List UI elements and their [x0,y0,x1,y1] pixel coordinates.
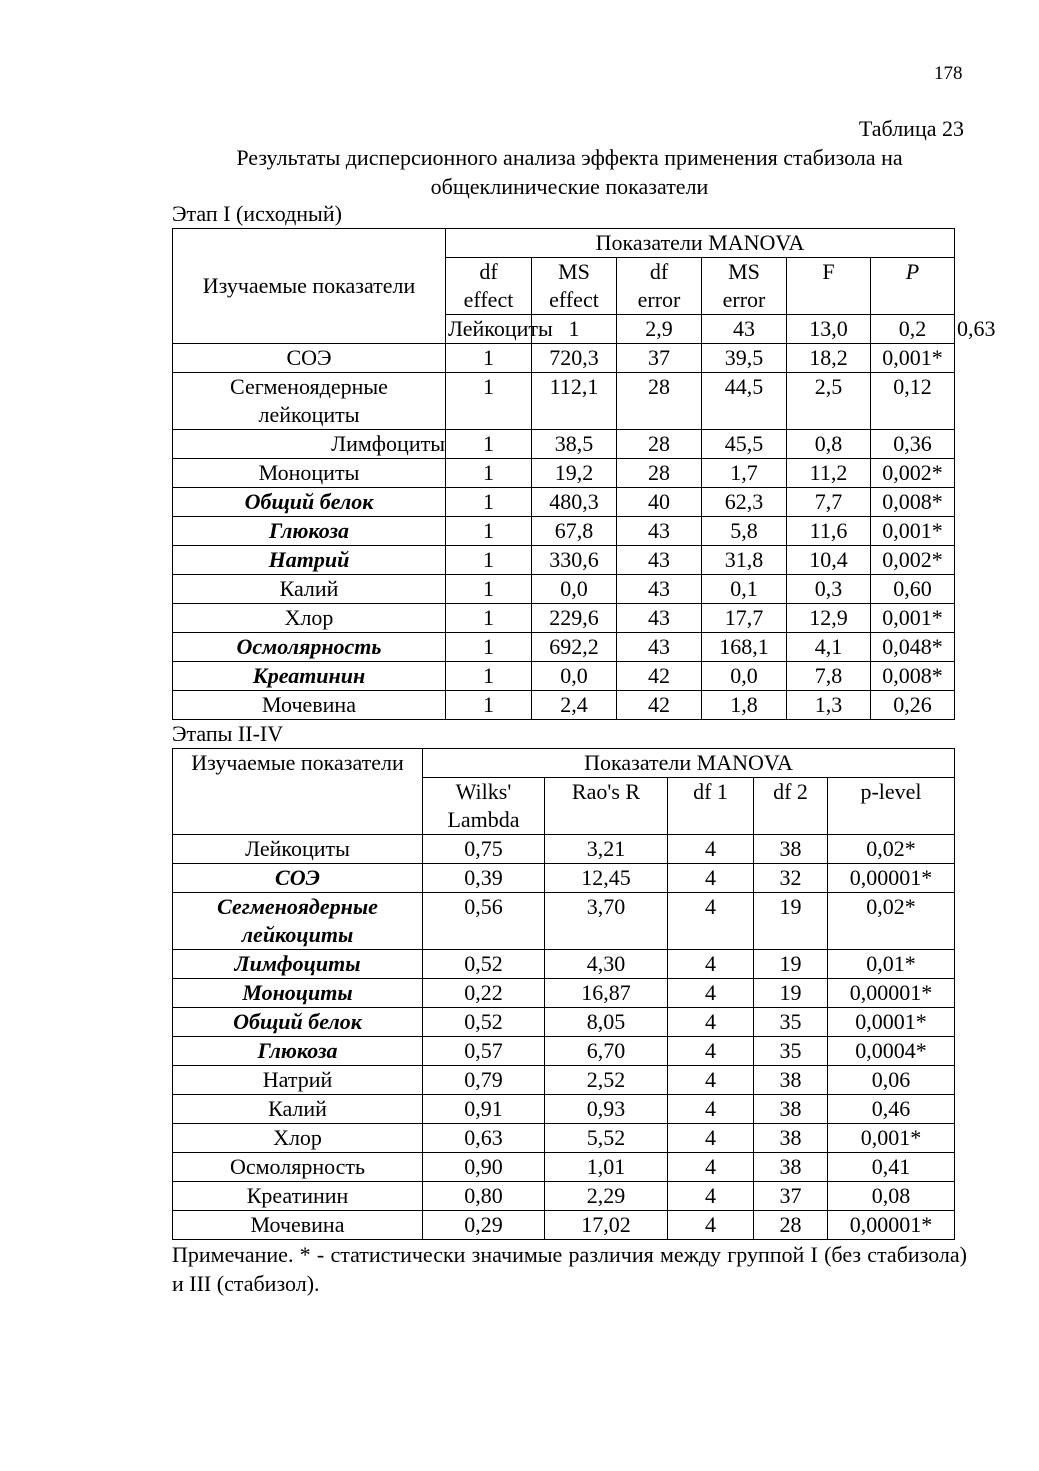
cell: 168,1 [702,633,787,662]
cell: 10,4 [787,546,871,575]
cell: 0,52 [423,950,545,979]
cell: 0,001* [871,517,955,546]
cell: 43 [617,633,702,662]
cell: 1 [446,344,532,373]
cell: 11,6 [787,517,871,546]
table-row [173,1008,955,1037]
cell: 4 [668,950,754,979]
table-row [173,691,955,720]
cell: 1 [446,604,532,633]
cell: 7,8 [787,662,871,691]
cell: 4 [668,1008,754,1037]
cell: 0,00001* [828,864,955,893]
column-header-line-2: error [637,287,681,312]
cell: 7,7 [787,488,871,517]
cell: 38 [754,835,828,864]
cell: 0,008* [871,662,955,691]
param-header: Изучаемые показатели [191,750,404,775]
cell: 0,0001* [828,1008,955,1037]
table-row [173,488,955,517]
column-header [617,258,702,315]
cell: 12,9 [787,604,871,633]
table-row [173,835,955,864]
footnote: Примечание. * - статистически значимые различия между группой I (без стабизола) и III (стабизол). [172,1242,967,1296]
table-row: Лейкоциты 1 2,9 43 13,0 0,2 0,63 [173,315,955,344]
table-row [173,950,955,979]
cell: 62,3 [702,488,787,517]
header-row [173,229,955,258]
cell: 0,36 [871,430,955,459]
column-header-line-2: Lambda [447,807,520,832]
column-header: Rao's R [545,778,668,835]
cell: 4 [668,1124,754,1153]
cell: 0,1 [702,575,787,604]
cell: 4 [668,1095,754,1124]
column-header: df 2 [754,778,828,835]
cell: 0,048* [871,633,955,662]
table-label: Таблица 23 [858,116,964,141]
title-line-1: Результаты дисперсионного анализа эффекта применения стабизола на [236,145,903,170]
cell: 37 [754,1182,828,1211]
row-name: Калий [173,575,446,604]
cell: 480,3 [532,488,617,517]
table-row [173,864,955,893]
stage-1-table [172,228,996,720]
row-name-line-2: лейкоциты [241,922,354,947]
cell: 43 [617,575,702,604]
row-name: Осмолярность [173,633,446,662]
column-header [702,258,787,315]
cell: 0,08 [828,1182,955,1211]
cell: 0,008* [871,488,955,517]
column-header-line-1: Wilks' [455,779,512,804]
cell: 0,46 [828,1095,955,1124]
column-header [423,778,545,835]
cell: 0,0 [532,575,617,604]
column-header [532,258,617,315]
row-name-line-1: Сегменоядерные [230,374,388,399]
cell: 0,57 [423,1037,545,1066]
cell: 0,8 [787,430,871,459]
cell: 3,21 [545,835,668,864]
column-header [871,258,955,315]
cell: 4 [668,1037,754,1066]
table-row [173,1182,955,1211]
row-name-line-1: Сегменоядерные [217,894,378,919]
column-header-line-1: df [649,259,669,284]
cell: 17,02 [545,1211,668,1240]
cell: 0,90 [423,1153,545,1182]
column-header-line-2: effect [549,287,599,312]
cell: 0,26 [871,691,955,720]
cell: 11,2 [787,459,871,488]
cell: 0,60 [871,575,955,604]
cell: 0,39 [423,864,545,893]
cell: 1 [446,373,532,430]
table-row [173,344,955,373]
cell: 1 [446,546,532,575]
cell: 1 [446,633,532,662]
table-row [173,517,955,546]
cell: 0,63 [423,1124,545,1153]
cell: 1,01 [545,1153,668,1182]
cell: 0,001* [828,1124,955,1153]
table-title [172,143,967,201]
table-row [173,662,955,691]
row-name: СОЭ [173,344,446,373]
cell: 1 [446,430,532,459]
cell: 0,00001* [828,979,955,1008]
table-row [173,1037,955,1066]
cell: 3,70 [545,893,668,950]
table-row [173,546,955,575]
cell: 2,5 [787,373,871,430]
cell: 0,80 [423,1182,545,1211]
cell: 720,3 [532,344,617,373]
cell: 38 [754,1066,828,1095]
row-name-line-2: лейкоциты [258,402,360,427]
row-name: Хлор [173,1124,423,1153]
table-row [173,430,955,459]
row-name: Общий белок [173,488,446,517]
cell: 19 [754,950,828,979]
row-name: Натрий [173,546,446,575]
cell: 0,52 [423,1008,545,1037]
cell: 5,52 [545,1124,668,1153]
cell: 1 [446,575,532,604]
cell: 0,91 [423,1095,545,1124]
param-header-cell [173,749,423,835]
cell: 43 [617,604,702,633]
cell: 0,06 [828,1066,955,1095]
column-header-line-1: MS [558,259,590,284]
cell: 4 [668,979,754,1008]
cell: 1,3 [787,691,871,720]
cell: 0,001* [871,344,955,373]
cell: 40 [617,488,702,517]
table-row [173,373,955,430]
cell: 28 [617,373,702,430]
cell: 43 [617,517,702,546]
stage-2-label: Этапы II-IV [172,721,284,746]
cell: 8,05 [545,1008,668,1037]
cell: 229,6 [532,604,617,633]
cell: 19,2 [532,459,617,488]
cell: 692,2 [532,633,617,662]
cell: 0,2 [871,315,955,344]
row-name: Креатинин [173,662,446,691]
cell: 0,3 [787,575,871,604]
cell: 4 [668,1153,754,1182]
cell: 0,12 [871,373,955,430]
param-header-cell [173,229,446,344]
row-name: Моноциты [173,979,423,1008]
cell: 37 [617,344,702,373]
cell: 0,22 [423,979,545,1008]
cell: 4 [668,864,754,893]
cell: 42 [617,691,702,720]
row-name: Лейкоциты [173,835,423,864]
cell: 19 [754,893,828,950]
table-row [173,459,955,488]
cell: 4 [668,1211,754,1240]
cell: 1 [446,517,532,546]
group-header: Показатели MANOVA [595,230,805,255]
cell: 1,7 [702,459,787,488]
row-name: Мочевина [173,1211,423,1240]
row-name: Хлор [173,604,446,633]
cell: 12,45 [545,864,668,893]
cell: 4,30 [545,950,668,979]
cell: 0,56 [423,893,545,950]
column-header: p-level [828,778,955,835]
cell: 0,41 [828,1153,955,1182]
cell: 330,6 [532,546,617,575]
stage-1-label: Этап I (исходный) [172,201,342,226]
table-row [173,1153,955,1182]
row-name: Калий [173,1095,423,1124]
cell: 0,02* [828,893,955,950]
cell: 18,2 [787,344,871,373]
column-header-line-1: F [822,259,835,284]
cell: 0,00001* [828,1211,955,1240]
cell: 28 [617,459,702,488]
cell: 1,8 [702,691,787,720]
row-name: Глюкоза [173,517,446,546]
cell: 0,002* [871,546,955,575]
cell: 38 [754,1153,828,1182]
cell: 16,87 [545,979,668,1008]
cell: 1 [446,662,532,691]
group-header-cell [446,229,955,258]
cell: 0,0004* [828,1037,955,1066]
row-name: Лимфоциты [173,950,423,979]
cell: 0,01* [828,950,955,979]
row-name: СОЭ [173,864,423,893]
cell: 1 [446,459,532,488]
table-row [173,1211,955,1240]
column-header: df 1 [668,778,754,835]
cell: 4,1 [787,633,871,662]
cell: 38,5 [532,430,617,459]
row-name: Лимфоциты [173,430,446,459]
row-name: Лейкоциты [446,315,532,344]
cell: 35 [754,1008,828,1037]
cell: 0,001* [871,604,955,633]
table-row [173,893,955,950]
row-name: Общий белок [173,1008,423,1037]
title-line-2: общеклинические показатели [430,174,709,199]
table-row [173,604,955,633]
cell: 67,8 [532,517,617,546]
column-header-line-2: error [722,287,766,312]
cell: 32 [754,864,828,893]
stage-2-table [172,748,955,1240]
row-name: Глюкоза [173,1037,423,1066]
cell: 4 [668,893,754,950]
cell: 1 [532,315,617,344]
cell: 31,8 [702,546,787,575]
cell: 38 [754,1124,828,1153]
table-row [173,633,955,662]
cell: 2,52 [545,1066,668,1095]
cell: 38 [754,1095,828,1124]
cell: 39,5 [702,344,787,373]
cell: 0,79 [423,1066,545,1095]
column-header-line-1: MS [728,259,760,284]
cell: 44,5 [702,373,787,430]
cell: 5,8 [702,517,787,546]
column-header-line-2: effect [463,287,514,312]
cell: 0,29 [423,1211,545,1240]
param-header: Изучаемые показатели [202,273,416,298]
cell: 6,70 [545,1037,668,1066]
cell: 45,5 [702,430,787,459]
table-row [173,979,955,1008]
cell: 28 [754,1211,828,1240]
column-header-line-1: df [479,259,498,284]
row-name: Осмолярность [173,1153,423,1182]
column-header-line-1: P [905,259,920,284]
column-header [446,258,532,315]
cell: 43 [702,315,787,344]
cell: 43 [617,546,702,575]
cell: 1 [446,488,532,517]
cell: 4 [668,835,754,864]
cell: 0,0 [532,662,617,691]
row-name: Креатинин [173,1182,423,1211]
group-header: Показатели MANOVA [584,750,793,775]
row-name: Натрий [173,1066,423,1095]
cell: 0,75 [423,835,545,864]
cell: 28 [617,430,702,459]
column-header [787,258,871,315]
page-number: 178 [934,63,963,84]
cell: 1 [446,691,532,720]
cell: 2,29 [545,1182,668,1211]
row-name: Мочевина [173,691,446,720]
table-row [173,575,955,604]
row-name [173,373,446,430]
cell: 4 [668,1182,754,1211]
group-header-cell [423,749,955,778]
cell: 0,93 [545,1095,668,1124]
cell: 4 [668,1066,754,1095]
table-row [173,1124,955,1153]
cell: 112,1 [532,373,617,430]
table-row [173,1066,955,1095]
row-name [173,893,423,950]
cell: 17,7 [702,604,787,633]
cell: 0,002* [871,459,955,488]
cell: 13,0 [787,315,871,344]
cell: 35 [754,1037,828,1066]
cell: 2,9 [617,315,702,344]
header-row [173,749,955,778]
cell: 19 [754,979,828,1008]
row-name: Моноциты [173,459,446,488]
table-row [173,1095,955,1124]
cell: 42 [617,662,702,691]
cell: 2,4 [532,691,617,720]
cell: 0,0 [702,662,787,691]
cell: 0,02* [828,835,955,864]
